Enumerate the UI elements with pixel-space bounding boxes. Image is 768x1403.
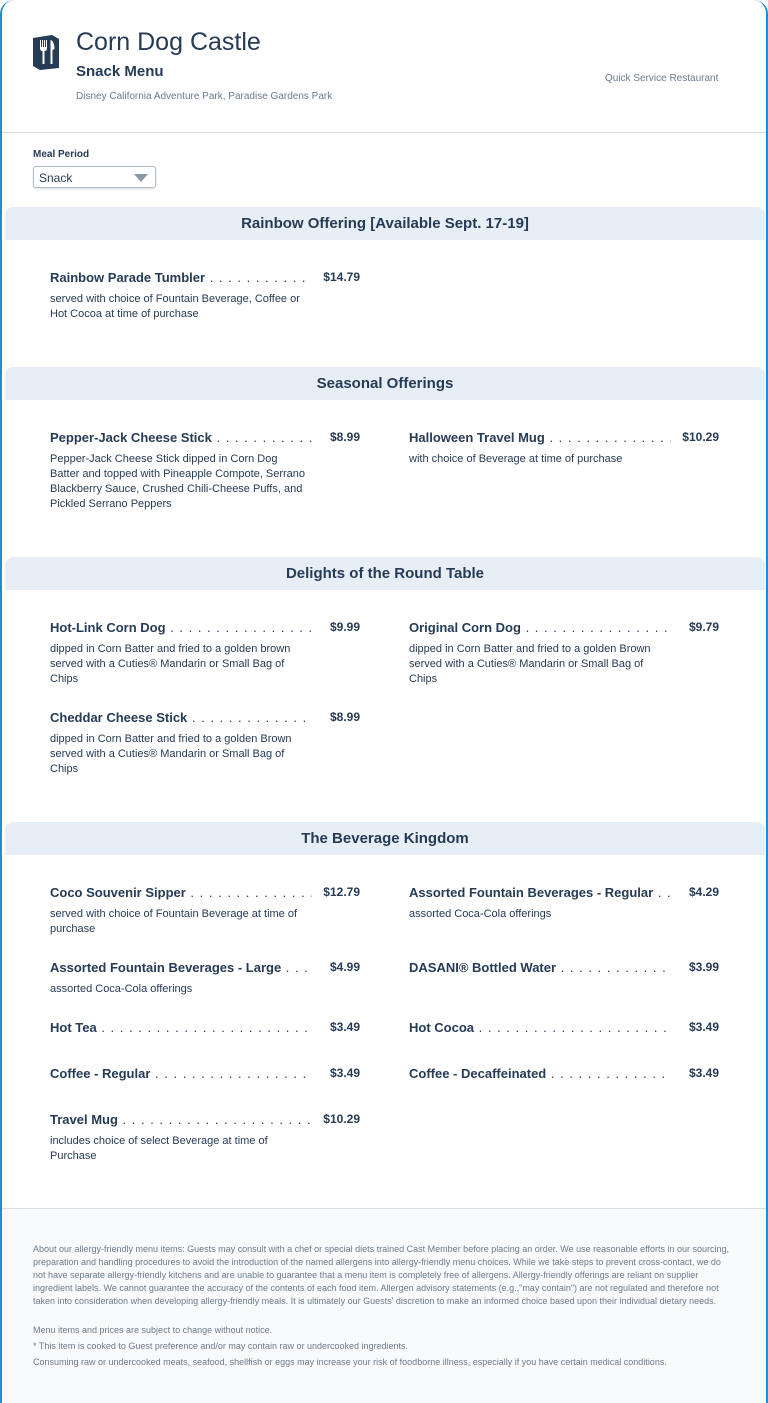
menu-item-name: Hot Tea . . . xyxy=(50,1020,312,1035)
menu-item-price: $3.49 xyxy=(329,1020,360,1034)
menu-item-name: Coco Souvenir Sipper . . . xyxy=(50,885,312,900)
menu-item-description: served with choice of Fountain Beverage, Coffee or Hot Cocoa at time of purchase xyxy=(50,293,300,320)
menu-item xyxy=(409,885,719,922)
menu-item xyxy=(50,885,360,937)
menu-item-price: $9.79 xyxy=(688,620,719,634)
menu-item xyxy=(50,1066,360,1084)
menu-item-name: Halloween Travel Mug . . . xyxy=(409,430,671,445)
raw-food-warning: Consuming raw or undercooked meats, seafood, shellfish or eggs may increase your risk of foodborne illness, especially if you have certain medical conditions. xyxy=(33,1357,667,1367)
menu-item xyxy=(50,1020,360,1038)
meal-period-select[interactable] xyxy=(33,166,156,188)
menu-item-name: Rainbow Parade Tumbler . . . xyxy=(50,270,312,285)
section-header: Rainbow Offering [Available Sept. 17-19] xyxy=(5,207,765,240)
menu-footer xyxy=(0,1209,768,1403)
menu-item-price: $9.99 xyxy=(329,620,360,634)
section-header: Delights of the Round Table xyxy=(5,557,765,590)
menu-item-description: assorted Coca-Cola offerings xyxy=(50,983,193,995)
menu-item-description: dipped in Corn Batter and fried to a golden Brown served with a Cuties® Mandarin or Small Bag of Chips xyxy=(409,643,651,685)
menu-item xyxy=(409,620,719,687)
menu-item-price: $3.49 xyxy=(688,1066,719,1080)
section-header: The Beverage Kingdom xyxy=(5,822,765,855)
menu-item-price: $3.49 xyxy=(688,1020,719,1034)
menu-item-name: Cheddar Cheese Stick . . . xyxy=(50,710,312,725)
menu-item xyxy=(409,1020,719,1038)
restaurant-utensils-icon xyxy=(32,34,60,70)
menu-item-price: $8.99 xyxy=(329,710,360,724)
menu-item-name: Hot-Link Corn Dog . . . xyxy=(50,620,312,635)
menu-item-name: Coffee - Regular . . . xyxy=(50,1066,312,1081)
menu-item xyxy=(50,1112,360,1164)
section-header: Seasonal Offerings xyxy=(5,367,765,400)
menu-item xyxy=(50,430,360,512)
menu-item-name: Original Corn Dog . . . xyxy=(409,620,671,635)
menu-item-name: Coffee - Decaffeinated . . . xyxy=(409,1066,671,1081)
menu-item-price: $10.29 xyxy=(682,430,719,444)
restaurant-name: Corn Dog Castle xyxy=(76,28,261,56)
dropdown-arrow-icon xyxy=(134,174,148,182)
menu-item-price: $14.79 xyxy=(323,270,360,284)
restaurant-type: Quick Service Restaurant xyxy=(605,73,719,84)
menu-item-price: $4.99 xyxy=(329,960,360,974)
menu-item-price: $8.99 xyxy=(329,430,360,444)
restaurant-location: Disney California Adventure Park, Paradise Gardens Park xyxy=(76,91,333,102)
menu-item-description: includes choice of select Beverage at time of Purchase xyxy=(50,1135,268,1162)
menu-item-name: DASANI® Bottled Water . . . xyxy=(409,960,671,975)
menu-item xyxy=(409,1066,719,1084)
menu-item-price: $10.29 xyxy=(323,1112,360,1126)
meal-period-value: Snack xyxy=(39,171,73,185)
menu-header xyxy=(0,0,768,133)
menu-item-name: Pepper-Jack Cheese Stick . . . xyxy=(50,430,312,445)
menu-item-price: $12.79 xyxy=(323,885,360,899)
menu-item-description: Pepper-Jack Cheese Stick dipped in Corn Dog Batter and topped with Pineapple Compote, Serrano Blackberry Sauce, Crushed Chili-Cheese Puffs, and Pickled Serrano Peppers xyxy=(50,453,305,510)
menu-item-name: Hot Cocoa . . . xyxy=(409,1020,671,1035)
menu-item-name: Assorted Fountain Beverages - Regular . . . xyxy=(409,885,671,900)
menu-item xyxy=(50,710,360,777)
menu-item xyxy=(50,270,360,322)
menu-item-price: $3.49 xyxy=(329,1066,360,1080)
menu-item-name: Travel Mug . . . xyxy=(50,1112,312,1127)
menu-item-price: $3.99 xyxy=(688,960,719,974)
menu-item-price: $4.29 xyxy=(688,885,719,899)
menu-item-description: with choice of Beverage at time of purchase xyxy=(409,453,623,465)
menu-item xyxy=(409,960,719,978)
menu-item-description: assorted Coca-Cola offerings xyxy=(409,908,552,920)
menu-item-description: dipped in Corn Batter and fried to a golden brown served with a Cuties® Mandarin or Small Bag of Chips xyxy=(50,643,291,685)
allergy-note: About our allergy-friendly menu items: Guests may consult with a chef or special diets trained Cast Member before placing an order. We use reasonable efforts in our sourcing, preparation and handling procedures to avoid the introduction of the named allergens into allergy-friendly menu choices. While we take steps to prevent cross-contact, we do not have separate allergy-friendly kitchens and are unable to guarantee that a menu item is completely free of allergens. Allergy-friendly offerings are reliant on supplier ingredient labels. We cannot guarantee the accuracy of the contents of each food item. Allergen advisory statements (e.g.,"may contain") are not regulated and therefore not taken into consideration when developing allergy-friendly meals. It is ultimately our Guests' discretion to make an informed choice based upon their individual dietary needs. xyxy=(33,1244,730,1306)
menu-item xyxy=(50,620,360,687)
menu-item-name: Assorted Fountain Beverages - Large . . . xyxy=(50,960,312,975)
meal-period-label: Meal Period xyxy=(33,149,90,160)
menu-title: Snack Menu xyxy=(76,63,164,80)
menu-item xyxy=(50,960,360,997)
price-change-note: Menu items and prices are subject to change without notice. xyxy=(33,1325,273,1335)
cooked-to-order-note: * This item is cooked to Guest preference and/or may contain raw or undercooked ingredients. xyxy=(33,1341,409,1351)
menu-item xyxy=(409,430,719,467)
menu-item-description: served with choice of Fountain Beverage at time of purchase xyxy=(50,908,298,935)
menu-item-description: dipped in Corn Batter and fried to a golden Brown served with a Cuties® Mandarin or Small Bag of Chips xyxy=(50,733,292,775)
